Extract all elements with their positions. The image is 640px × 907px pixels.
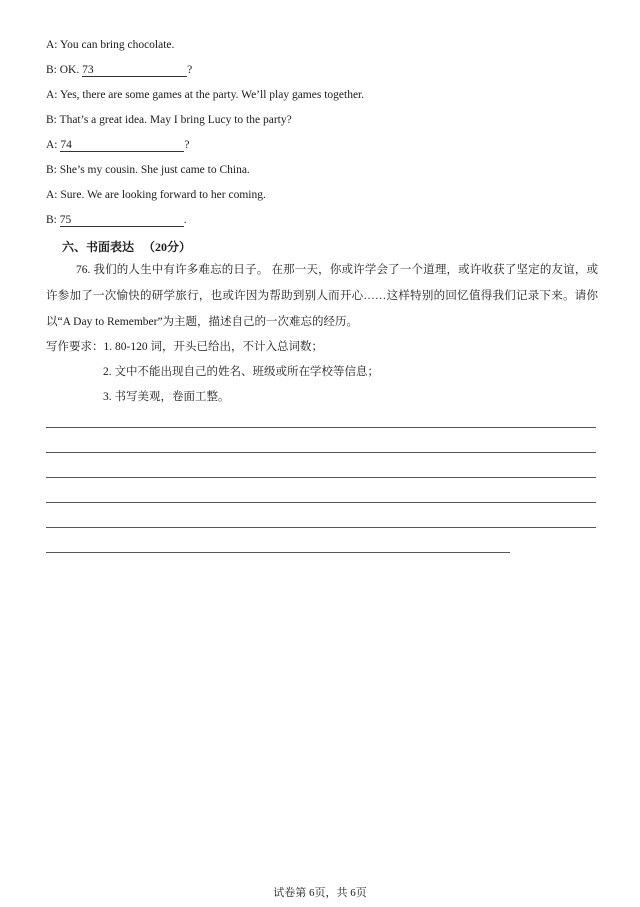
requirements-label: 写作要求： [46,341,104,353]
prompt-text: 我们的人生中有许多难忘的日子。 在那一天，你或许学会了一个道理，或许收获了坚定的友谊，或许参加了一次愉快的研学旅行，也或许因为帮助到别人而开心……这样特别的回忆值得我们记录下来。请你以“A Day to Remember”为主题，描述自己的一次难忘的经历。 [46,264,598,328]
writing-line[interactable] [46,527,596,528]
requirement-2 [103,363,379,379]
dialogue-line-4 [46,113,292,127]
section-heading [62,238,191,255]
requirement-text: 1. 80-120 词，开头已给出，不计入总词数； [103,341,323,353]
writing-line[interactable] [46,552,510,553]
dialogue-line-2 [46,63,192,77]
section-points: （20分） [143,240,192,254]
page-footer: 试卷第 6页，共 6页 [273,887,367,899]
blank-number: 73 [82,64,94,76]
requirement-1 [46,338,323,354]
dialogue-line-8 [46,213,187,227]
speaker: B: [46,64,57,76]
blank-number: 75 [59,214,72,226]
dialogue-text: She’s my cousin. She just came to China. [59,164,250,176]
dialogue-line-1 [46,38,174,52]
speaker: A: [46,39,58,51]
requirement-text: 3. 书写美观，卷面工整。 [103,391,230,403]
question-number: 76. [76,264,91,276]
blank-punct: ? [184,139,190,151]
section-title: 六、书面表达 [62,240,135,254]
dialogue-text: Sure. We are looking forward to her coming. [60,189,266,201]
blank-punct: ? [187,64,193,76]
dialogue-line-3 [46,88,364,102]
writing-prompt [46,257,598,335]
dialogue-line-7 [46,188,266,202]
answer-blank-75[interactable] [60,214,184,227]
speaker: B: [46,164,57,176]
speaker: B: [46,114,57,126]
answer-blank-73[interactable] [82,64,187,77]
blank-punct: . [183,214,187,226]
writing-line[interactable] [46,452,596,453]
answer-blank-74[interactable] [60,139,184,152]
dialogue-text: OK. [59,64,80,76]
dialogue-text: That’s a great idea. May I bring Lucy to the party? [59,114,292,126]
speaker: A: [46,139,58,151]
requirement-text: 2. 文中不能出现自己的姓名、班级或所在学校等信息； [103,366,379,378]
writing-line[interactable] [46,427,596,428]
speaker: A: [46,89,58,101]
dialogue-text: Yes, there are some games at the party. We’ll play games together. [59,89,365,101]
dialogue-text: You can bring chocolate. [59,39,175,51]
writing-line[interactable] [46,477,596,478]
dialogue-line-5 [46,138,189,152]
requirement-3 [103,388,230,404]
writing-line[interactable] [46,502,596,503]
blank-number: 74 [60,139,72,151]
speaker: B: [46,214,57,226]
dialogue-line-6 [46,163,250,177]
speaker: A: [46,189,58,201]
